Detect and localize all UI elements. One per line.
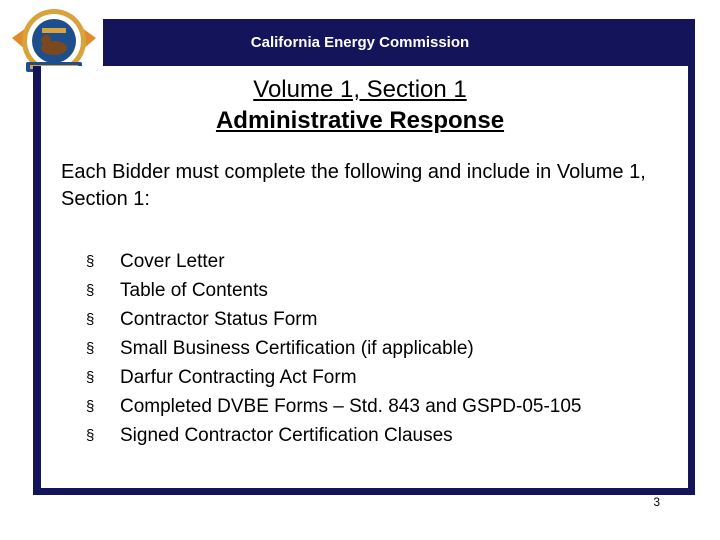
list-item-label: Completed DVBE Forms – Std. 843 and GSPD-05-105 bbox=[120, 396, 582, 417]
list-item-label: Table of Contents bbox=[120, 280, 268, 301]
list-item-label: Darfur Contracting Act Form bbox=[120, 367, 357, 388]
list-item bbox=[86, 276, 686, 305]
title-line-1: Volume 1, Section 1 bbox=[253, 76, 467, 103]
list-item-label: Cover Letter bbox=[120, 251, 225, 272]
bullet-icon: § bbox=[86, 311, 95, 328]
list-item bbox=[86, 392, 686, 421]
list-item-label: Signed Contractor Certification Clauses bbox=[120, 425, 453, 446]
title-line-2: Administrative Response bbox=[215, 107, 505, 134]
list-item-label: Small Business Certification (if applicable) bbox=[120, 338, 474, 359]
header-title: California Energy Commission bbox=[250, 34, 470, 51]
slide-title bbox=[41, 74, 679, 136]
bullet-icon: § bbox=[86, 253, 95, 270]
bullet-icon: § bbox=[86, 427, 95, 444]
bullet-icon: § bbox=[86, 369, 95, 386]
list-item bbox=[86, 334, 686, 363]
bullet-icon: § bbox=[86, 398, 95, 415]
page-number: 3 bbox=[653, 495, 660, 509]
list-item-label: Contractor Status Form bbox=[120, 309, 318, 330]
list-item bbox=[86, 305, 686, 334]
bullet-icon: § bbox=[86, 282, 95, 299]
intro-text: Each Bidder must complete the following and include in Volume 1, Section 1: bbox=[61, 161, 646, 210]
list-item bbox=[86, 363, 686, 392]
list-item bbox=[86, 421, 686, 450]
requirements-list bbox=[86, 247, 686, 450]
bullet-icon: § bbox=[86, 340, 95, 357]
list-item bbox=[86, 247, 686, 276]
